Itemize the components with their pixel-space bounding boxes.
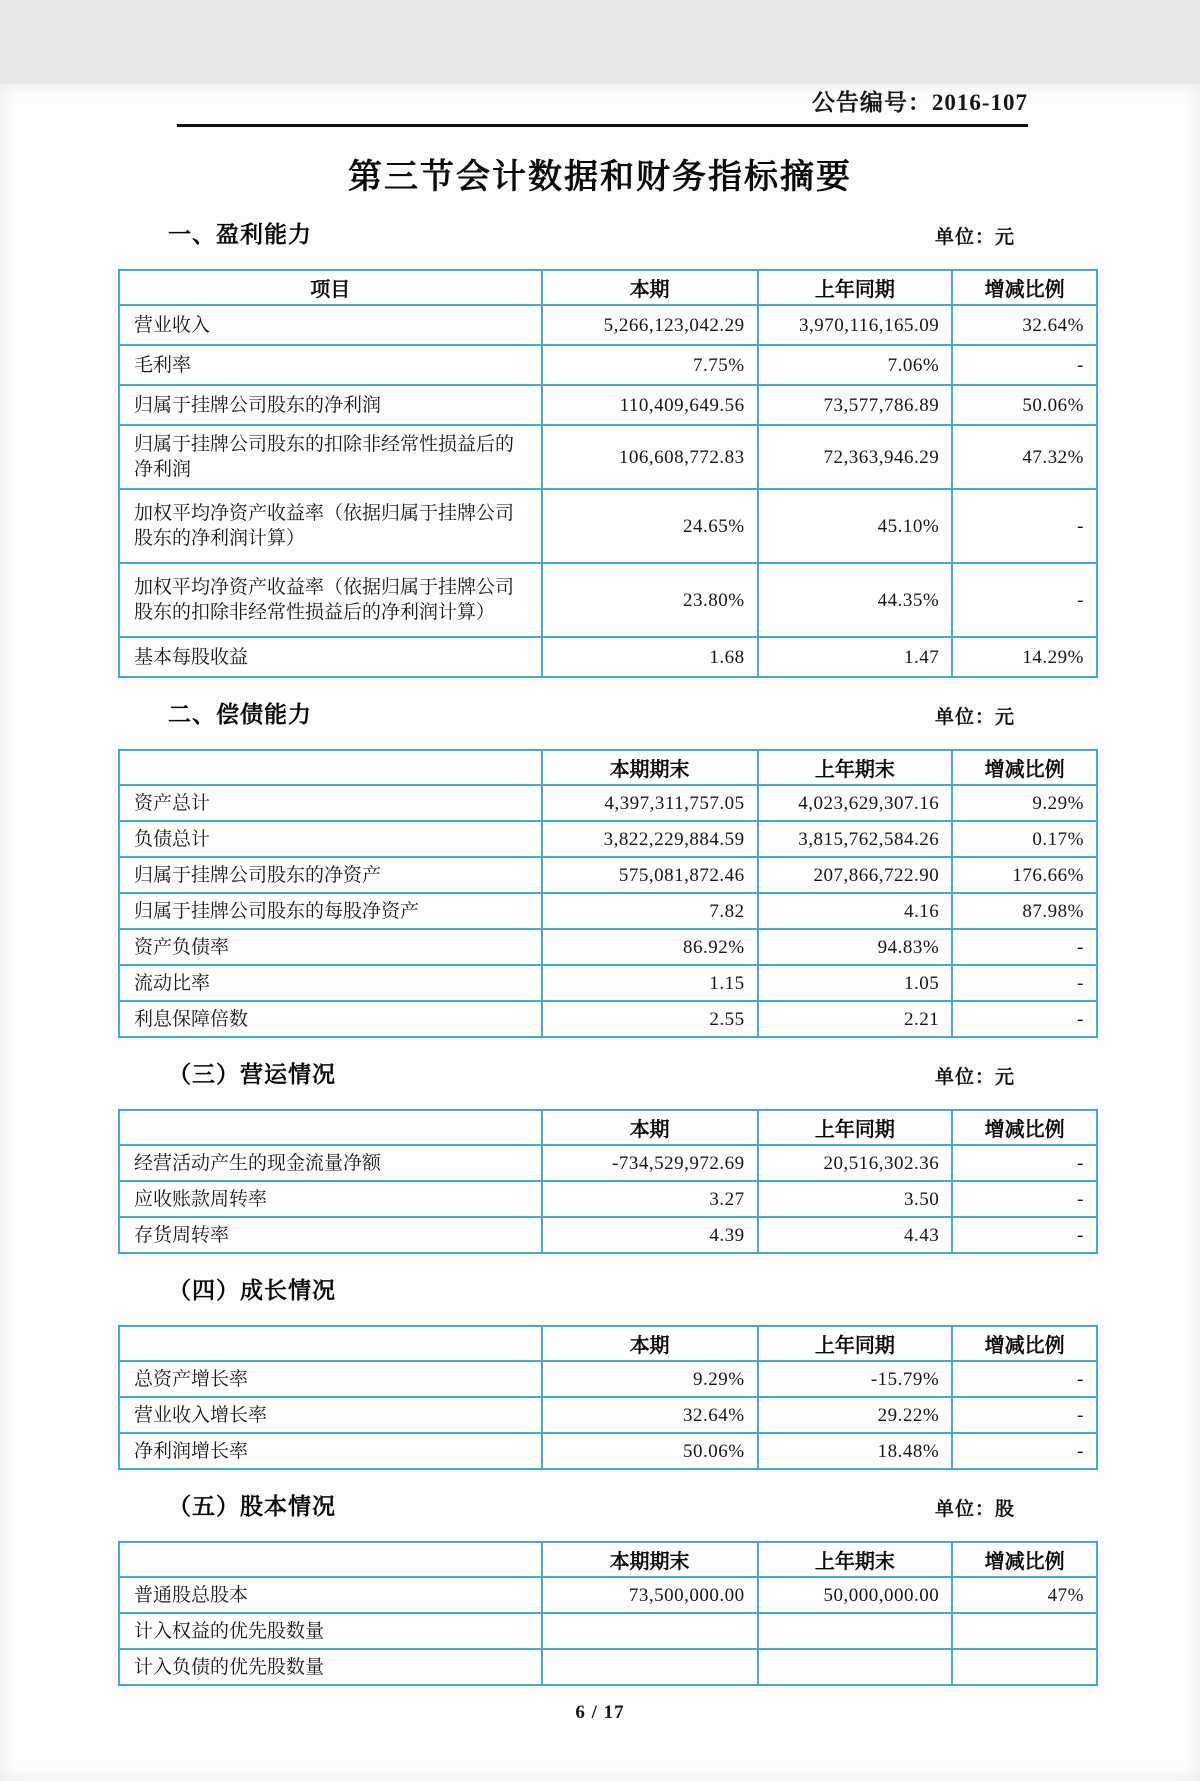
cell-value: 50,000,000.00 xyxy=(758,1577,953,1613)
column-header: 本期 xyxy=(542,1110,758,1145)
row-label: 流动比率 xyxy=(119,965,542,1001)
cell-value: 3.27 xyxy=(542,1181,758,1217)
cell-value: 1.05 xyxy=(758,965,953,1001)
column-header xyxy=(119,1542,542,1577)
column-header: 上年期末 xyxy=(758,750,953,785)
row-label: 加权平均净资产收益率（依据归属于挂牌公司股东的扣除非经常性损益后的净利润计算） xyxy=(119,563,542,637)
unit-label: 单位：股 xyxy=(934,1499,1015,1520)
row-label: 基本每股收益 xyxy=(119,637,542,677)
unit-label: 单位：元 xyxy=(934,707,1015,728)
row-label: 存货周转率 xyxy=(119,1217,542,1253)
column-header: 本期期末 xyxy=(542,1542,758,1577)
table-row xyxy=(119,1361,1097,1397)
table-row xyxy=(119,857,1097,893)
cell-value xyxy=(542,1613,758,1649)
cell-value: 20,516,302.36 xyxy=(758,1145,953,1181)
row-label: 负债总计 xyxy=(119,821,542,857)
cell-value xyxy=(542,1649,758,1685)
table-row xyxy=(119,893,1097,929)
section-header-operations xyxy=(168,1056,1015,1089)
table-row xyxy=(119,1577,1097,1613)
table-row xyxy=(119,385,1097,425)
cell-value: 4,023,629,307.16 xyxy=(758,785,953,821)
growth-table xyxy=(118,1325,1098,1470)
cell-value: 73,577,786.89 xyxy=(758,385,953,425)
table-header-row xyxy=(119,1326,1097,1361)
column-header xyxy=(119,750,542,785)
column-header: 增减比例 xyxy=(952,750,1097,785)
column-header: 上年同期 xyxy=(758,1110,953,1145)
cell-value: 4.43 xyxy=(758,1217,953,1253)
table-row xyxy=(119,929,1097,965)
row-label: 普通股总股本 xyxy=(119,1577,542,1613)
cell-value: - xyxy=(952,1001,1097,1037)
table-header-row xyxy=(119,1110,1097,1145)
row-label: 应收账款周转率 xyxy=(119,1181,542,1217)
cell-value: 73,500,000.00 xyxy=(542,1577,758,1613)
document-page xyxy=(0,84,1200,1781)
page-title: 第三节会计数据和财务指标摘要 xyxy=(348,158,852,196)
cell-value: 32.64% xyxy=(542,1397,758,1433)
cell-value: 24.65% xyxy=(542,489,758,563)
column-header: 项目 xyxy=(119,270,542,305)
cell-value: 32.64% xyxy=(952,305,1097,345)
section-header-growth xyxy=(168,1272,1015,1305)
row-label: 营业收入增长率 xyxy=(119,1397,542,1433)
column-header: 上年同期 xyxy=(758,1326,953,1361)
table-row xyxy=(119,637,1097,677)
cell-value: - xyxy=(952,1433,1097,1469)
unit-label: 单位：元 xyxy=(934,227,1015,248)
cell-value: - xyxy=(952,929,1097,965)
row-label: 总资产增长率 xyxy=(119,1361,542,1397)
table-header-row xyxy=(119,1542,1097,1577)
cell-value: 7.06% xyxy=(758,345,953,385)
cell-value: 2.55 xyxy=(542,1001,758,1037)
cell-value: 18.48% xyxy=(758,1433,953,1469)
row-label: 营业收入 xyxy=(119,305,542,345)
column-header: 增减比例 xyxy=(952,270,1097,305)
section-header-profitability xyxy=(168,216,1015,249)
cell-value: 110,409,649.56 xyxy=(542,385,758,425)
table-row xyxy=(119,1217,1097,1253)
table-row xyxy=(119,821,1097,857)
row-label: 计入负债的优先股数量 xyxy=(119,1649,542,1685)
share-capital-table xyxy=(118,1541,1098,1686)
table-row xyxy=(119,1433,1097,1469)
cell-value: - xyxy=(952,1145,1097,1181)
column-header xyxy=(119,1110,542,1145)
cell-value: 1.15 xyxy=(542,965,758,1001)
cell-value xyxy=(952,1613,1097,1649)
cell-value: - xyxy=(952,1181,1097,1217)
cell-value: 14.29% xyxy=(952,637,1097,677)
cell-value: 5,266,123,042.29 xyxy=(542,305,758,345)
profitability-table xyxy=(118,269,1098,678)
cell-value: 45.10% xyxy=(758,489,953,563)
table-row xyxy=(119,1649,1097,1685)
section-heading: （四）成长情况 xyxy=(168,1277,336,1303)
cell-value: - xyxy=(952,563,1097,637)
cell-value: 47% xyxy=(952,1577,1097,1613)
row-label: 经营活动产生的现金流量净额 xyxy=(119,1145,542,1181)
row-label: 资产总计 xyxy=(119,785,542,821)
cell-value xyxy=(758,1613,953,1649)
table-row xyxy=(119,1001,1097,1037)
section-heading: 一、盈利能力 xyxy=(168,221,312,247)
table-row xyxy=(119,345,1097,385)
table-row xyxy=(119,305,1097,345)
table-header-row xyxy=(119,270,1097,305)
row-label: 计入权益的优先股数量 xyxy=(119,1613,542,1649)
row-label: 资产负债率 xyxy=(119,929,542,965)
table-row xyxy=(119,1613,1097,1649)
section-heading: （三）营运情况 xyxy=(168,1061,336,1087)
cell-value: - xyxy=(952,1217,1097,1253)
cell-value: 4,397,311,757.05 xyxy=(542,785,758,821)
table-row xyxy=(119,1181,1097,1217)
column-header xyxy=(119,1326,542,1361)
column-header: 本期 xyxy=(542,270,758,305)
table-row xyxy=(119,489,1097,563)
cell-value: 29.22% xyxy=(758,1397,953,1433)
cell-value: 1.47 xyxy=(758,637,953,677)
table-header-row xyxy=(119,750,1097,785)
cell-value: 575,081,872.46 xyxy=(542,857,758,893)
cell-value: 72,363,946.29 xyxy=(758,425,953,489)
column-header: 增减比例 xyxy=(952,1542,1097,1577)
cell-value: 86.92% xyxy=(542,929,758,965)
cell-value: 0.17% xyxy=(952,821,1097,857)
column-header: 增减比例 xyxy=(952,1110,1097,1145)
column-header: 增减比例 xyxy=(952,1326,1097,1361)
cell-value: 44.35% xyxy=(758,563,953,637)
cell-value: 87.98% xyxy=(952,893,1097,929)
table-row xyxy=(119,563,1097,637)
cell-value: 4.39 xyxy=(542,1217,758,1253)
row-label: 净利润增长率 xyxy=(119,1433,542,1469)
row-label: 归属于挂牌公司股东的每股净资产 xyxy=(119,893,542,929)
section-heading: 二、偿债能力 xyxy=(168,701,312,727)
section-header-solvency xyxy=(168,696,1015,729)
cell-value: 7.75% xyxy=(542,345,758,385)
row-label: 归属于挂牌公司股东的净资产 xyxy=(119,857,542,893)
cell-value: 4.16 xyxy=(758,893,953,929)
cell-value: 50.06% xyxy=(542,1433,758,1469)
cell-value: 7.82 xyxy=(542,893,758,929)
section-header-share-capital xyxy=(168,1488,1015,1521)
cell-value: - xyxy=(952,965,1097,1001)
cell-value: - xyxy=(952,1361,1097,1397)
cell-value: 3,815,762,584.26 xyxy=(758,821,953,857)
cell-value: - xyxy=(952,1397,1097,1433)
cell-value xyxy=(758,1649,953,1685)
cell-value: 3,822,229,884.59 xyxy=(542,821,758,857)
row-label: 毛利率 xyxy=(119,345,542,385)
column-header: 上年期末 xyxy=(758,1542,953,1577)
column-header: 本期 xyxy=(542,1326,758,1361)
cell-value: 9.29% xyxy=(542,1361,758,1397)
unit-label: 单位：元 xyxy=(934,1067,1015,1088)
table-row xyxy=(119,1397,1097,1433)
section-heading: （五）股本情况 xyxy=(168,1493,336,1519)
cell-value: 94.83% xyxy=(758,929,953,965)
cell-value: 176.66% xyxy=(952,857,1097,893)
row-label: 归属于挂牌公司股东的扣除非经常性损益后的净利润 xyxy=(119,425,542,489)
cell-value: - xyxy=(952,489,1097,563)
row-label: 归属于挂牌公司股东的净利润 xyxy=(119,385,542,425)
cell-value: 23.80% xyxy=(542,563,758,637)
column-header: 上年同期 xyxy=(758,270,953,305)
solvency-table xyxy=(118,749,1098,1038)
cell-value xyxy=(952,1649,1097,1685)
row-label: 利息保障倍数 xyxy=(119,1001,542,1037)
cell-value: 50.06% xyxy=(952,385,1097,425)
cell-value: - xyxy=(952,345,1097,385)
column-header: 本期期末 xyxy=(542,750,758,785)
cell-value: 2.21 xyxy=(758,1001,953,1037)
cell-value: 3.50 xyxy=(758,1181,953,1217)
cell-value: 207,866,722.90 xyxy=(758,857,953,893)
table-row xyxy=(119,1145,1097,1181)
row-label: 加权平均净资产收益率（依据归属于挂牌公司股东的净利润计算） xyxy=(119,489,542,563)
cell-value: 106,608,772.83 xyxy=(542,425,758,489)
cell-value: -734,529,972.69 xyxy=(542,1145,758,1181)
table-row xyxy=(119,425,1097,489)
table-row xyxy=(119,965,1097,1001)
page-number: 6 / 17 xyxy=(575,1702,625,1723)
table-row xyxy=(119,785,1097,821)
cell-value: 3,970,116,165.09 xyxy=(758,305,953,345)
cell-value: -15.79% xyxy=(758,1361,953,1397)
cell-value: 47.32% xyxy=(952,425,1097,489)
operations-table xyxy=(118,1109,1098,1254)
cell-value: 1.68 xyxy=(542,637,758,677)
announcement-number: 公告编号：2016-107 xyxy=(177,84,1028,127)
cell-value: 9.29% xyxy=(952,785,1097,821)
